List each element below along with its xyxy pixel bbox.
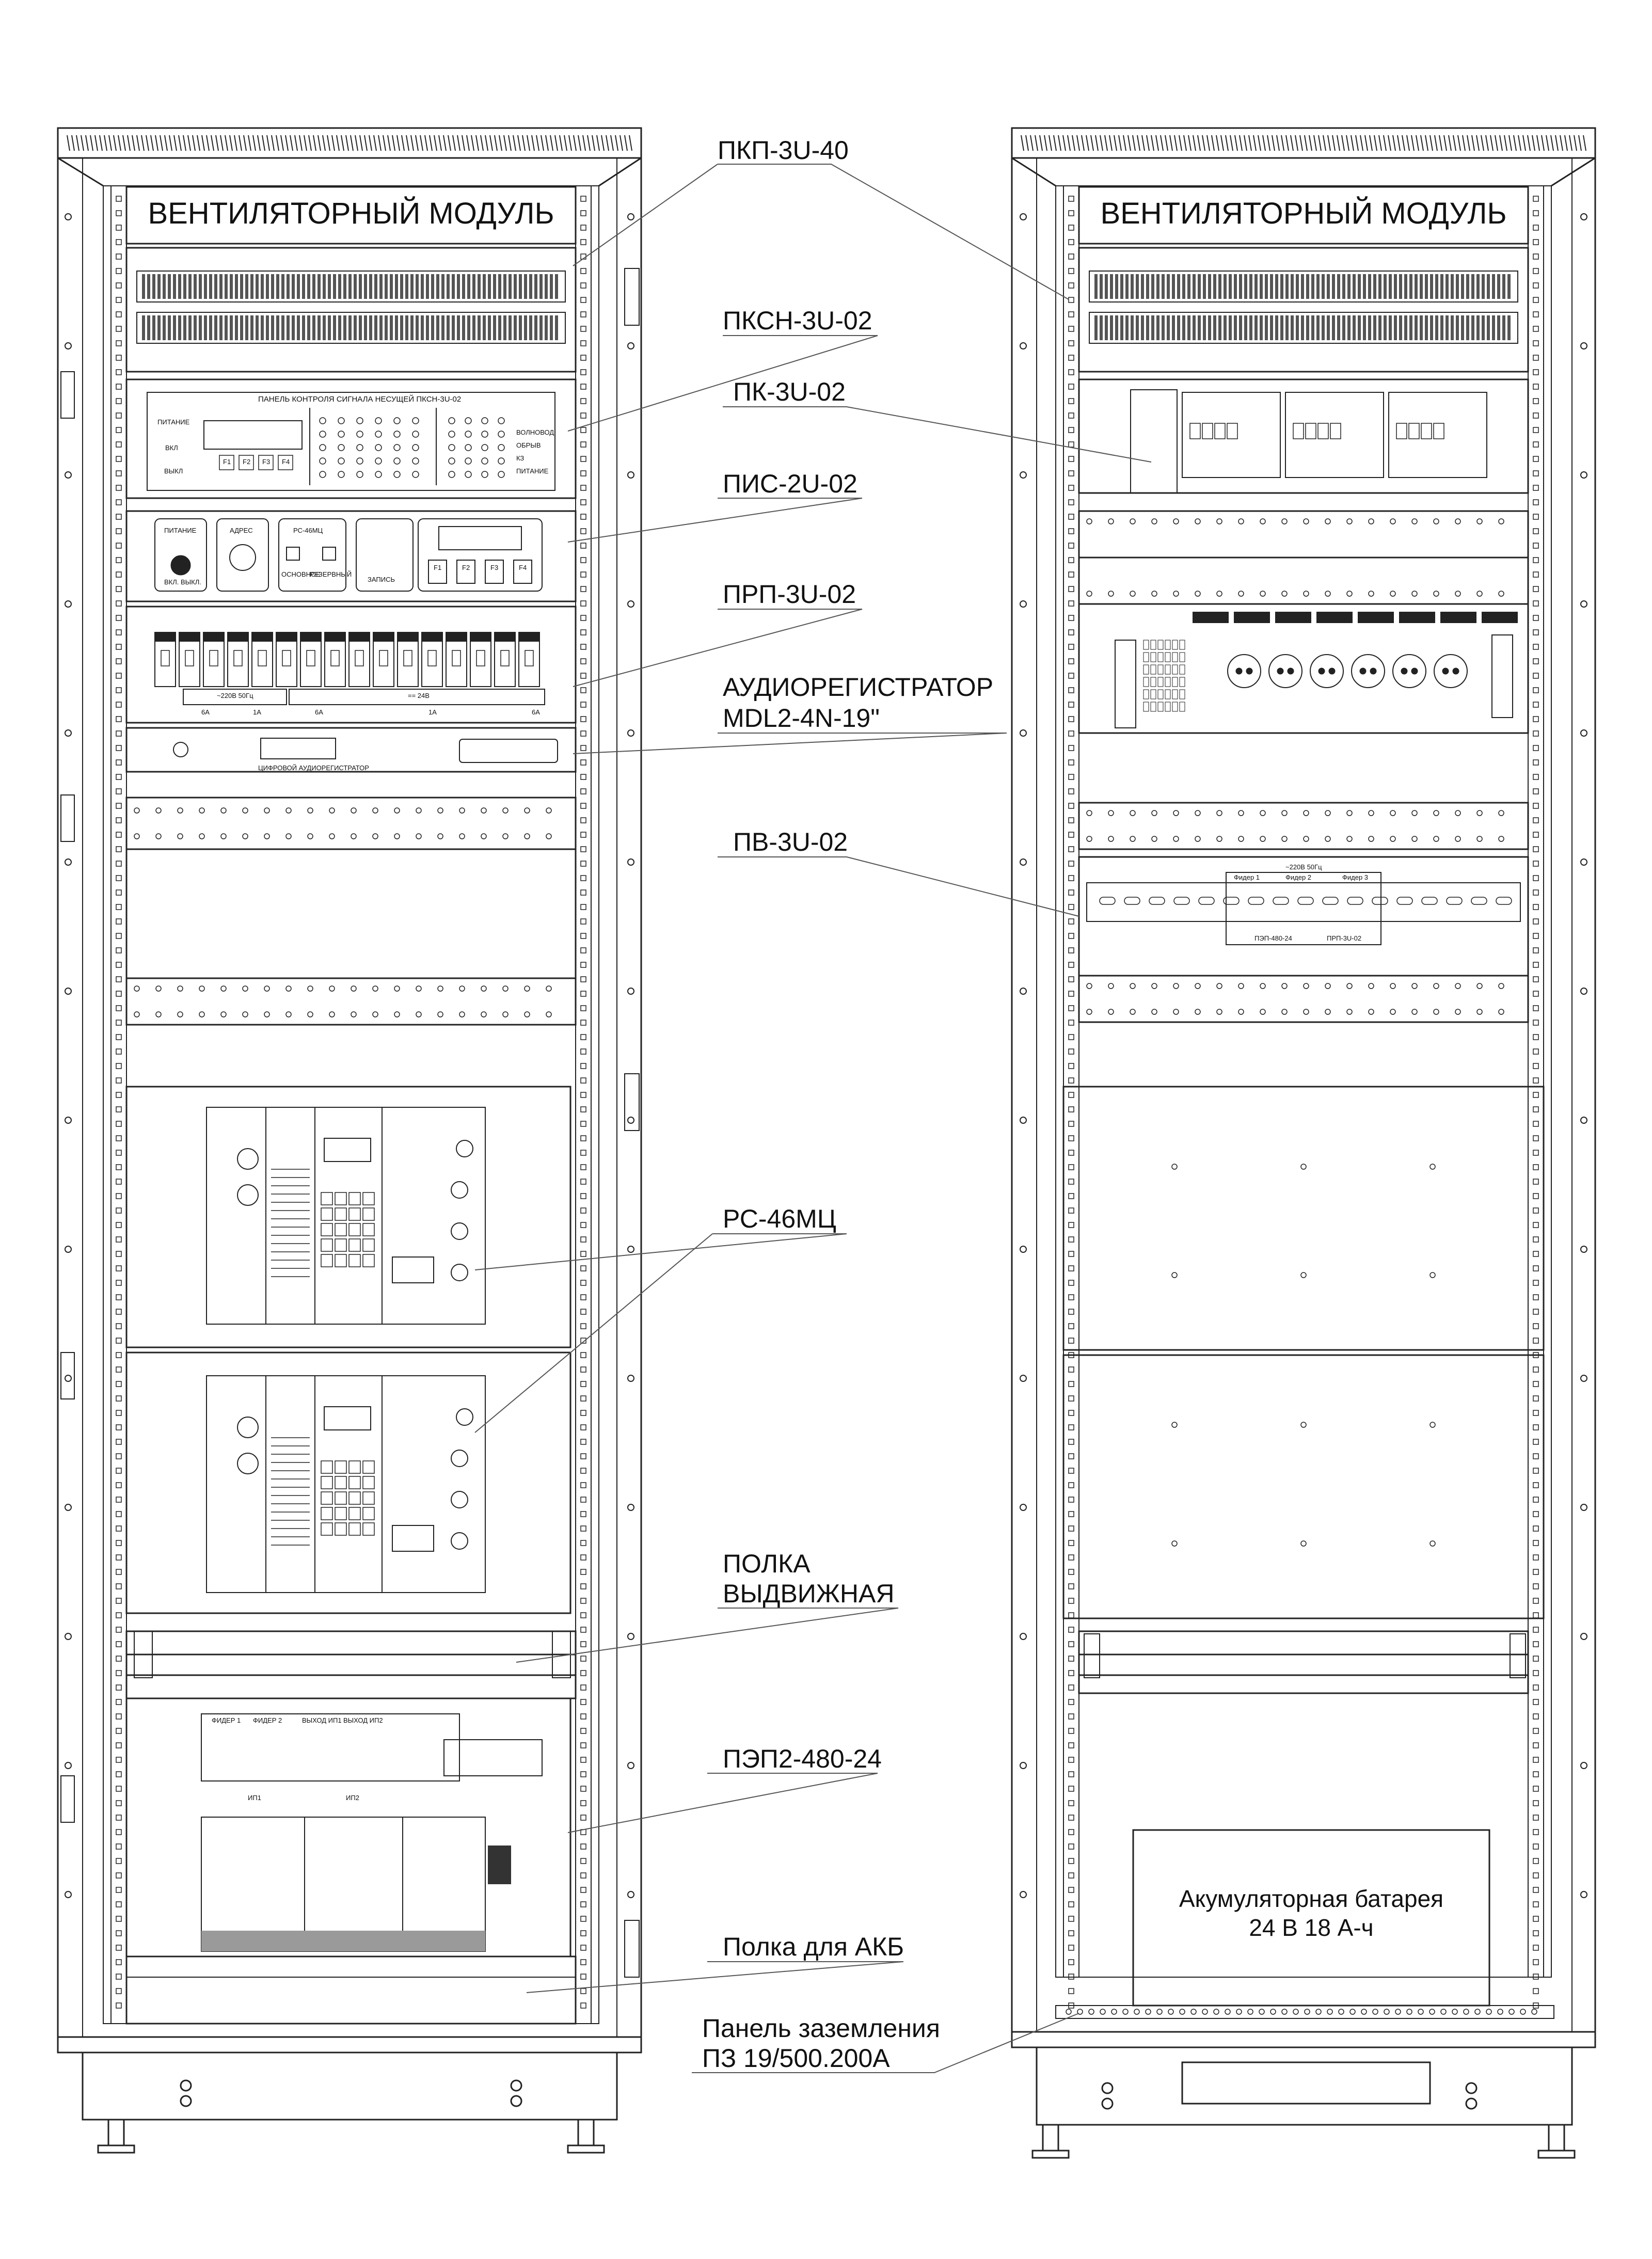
pksn-header: ПАНЕЛЬ КОНТРОЛЯ СИГНАЛА НЕСУЩЕЙ ПКСН-3U-02 <box>258 395 462 404</box>
prp-rating-2: 1А <box>253 708 261 716</box>
pksn-break: ОБРЫВ <box>516 441 541 449</box>
callout-audio-1: АУДИОРЕГИСТРАТОР <box>723 673 994 702</box>
pep-ip2: ИП2 <box>346 1794 359 1802</box>
prp-dc-label: == 24В <box>408 692 430 699</box>
callout-pk: ПК-3U-02 <box>733 377 846 406</box>
pis-f2: F2 <box>462 564 470 571</box>
pep-panel <box>126 1698 570 1956</box>
callout-prp: ПРП-3U-02 <box>723 580 856 609</box>
pksn-f1: F1 <box>223 458 231 466</box>
pis-f4: F4 <box>519 564 527 571</box>
pkp-terminals <box>137 271 565 343</box>
pep-feeder1: ФИДЕР 1 <box>212 1716 241 1724</box>
pis-rs46-label: РС-46МЦ <box>293 527 323 534</box>
pv-feeder3: Фидер 3 <box>1342 873 1369 881</box>
callout-pksn: ПКСН-3U-02 <box>723 306 872 335</box>
pksn-short: КЗ <box>516 454 525 462</box>
left-fan-module-title: ВЕНТИЛЯТОРНЫЙ МОДУЛЬ <box>148 197 554 230</box>
pksn-waveguide: ВОЛНОВОД <box>516 428 554 436</box>
callout-shelf-2: ВЫДВИЖНАЯ <box>723 1579 895 1608</box>
pis-onoff-label: ВКЛ. ВЫКЛ. <box>164 578 201 586</box>
pis-record-label: ЗАПИСЬ <box>368 576 395 583</box>
pksn-off-label: ВЫКЛ <box>164 467 183 475</box>
right-rack <box>1012 128 1595 2158</box>
audio-caption: ЦИФРОВОЙ АУДИОРЕГИСТРАТОР <box>258 764 369 772</box>
callout-ground-2: ПЗ 19/500.200А <box>702 2044 890 2073</box>
pksn-f3: F3 <box>262 458 271 466</box>
pv-feeder2: Фидер 2 <box>1285 873 1312 881</box>
callout-audio-2: MDL2-4N-19" <box>723 704 880 733</box>
pep-out1: ВЫХОД ИП1 <box>302 1716 342 1724</box>
rail-holes <box>116 196 586 2008</box>
pksn-f4: F4 <box>282 458 290 466</box>
callout-akb: Полка для АКБ <box>723 1932 904 1961</box>
prp-rating-3: 6А <box>315 708 323 716</box>
prp-ac-label: ~220В 50Гц <box>217 692 253 699</box>
pis-power-label: ПИТАНИЕ <box>164 527 197 534</box>
pis-panel <box>126 511 576 601</box>
pis-address-label: АДРЕС <box>230 527 253 534</box>
callout-pep: ПЭП2-480-24 <box>723 1744 882 1773</box>
roof-vents <box>67 135 632 151</box>
pkp-panel <box>126 248 576 372</box>
rs46-unit-2 <box>126 1353 570 1613</box>
callout-rs46: РС-46МЦ <box>723 1204 836 1233</box>
akb-shelf <box>126 1956 576 2024</box>
rs46-unit-1 <box>126 1087 570 1347</box>
pis-reserve-label: РЕЗЕРВНЫЙ <box>310 570 352 578</box>
prp-rating-1: 6А <box>201 708 210 716</box>
pksn-power-label: ПИТАНИЕ <box>157 418 190 426</box>
pksn-f2: F2 <box>243 458 251 466</box>
socket-panel <box>1079 604 1528 733</box>
callout-pkp: ПКП-3U-40 <box>718 136 849 165</box>
pv-feeder1: Фидер 1 <box>1234 873 1260 881</box>
prp-rating-4: 1А <box>428 708 437 716</box>
pv-header: ~220В 50Гц <box>1285 863 1322 871</box>
pis-f1: F1 <box>434 564 442 571</box>
pv-bottom2: ПРП-3U-02 <box>1327 934 1362 942</box>
pksn-power-right: ПИТАНИЕ <box>516 467 549 475</box>
pksn-on-label: ВКЛ <box>165 444 178 452</box>
right-fan-module-title: ВЕНТИЛЯТОРНЫЙ МОДУЛЬ <box>1100 197 1507 230</box>
pep-feeder2: ФИДЕР 2 <box>253 1716 282 1724</box>
callout-ground-1: Панель заземления <box>702 2014 940 2043</box>
pep-ip1: ИП1 <box>248 1794 261 1802</box>
pep-out2: ВЫХОД ИП2 <box>343 1716 383 1724</box>
callout-pv: ПВ-3U-02 <box>733 828 848 856</box>
pis-f3: F3 <box>490 564 499 571</box>
battery-label: Акумуляторная батарея 24 В 18 А-ч <box>1179 1885 1444 1941</box>
callout-shelf-1: ПОЛКА <box>723 1549 811 1578</box>
pv-bottom1: ПЭП-480-24 <box>1254 934 1292 942</box>
pis-main-label: ОСНОВНОЕ <box>281 570 321 578</box>
sliding-shelf <box>126 1631 576 1698</box>
prp-rating-5: 6А <box>532 708 540 716</box>
side-dots <box>65 214 634 1898</box>
callout-pis: ПИС-2U-02 <box>723 469 857 498</box>
